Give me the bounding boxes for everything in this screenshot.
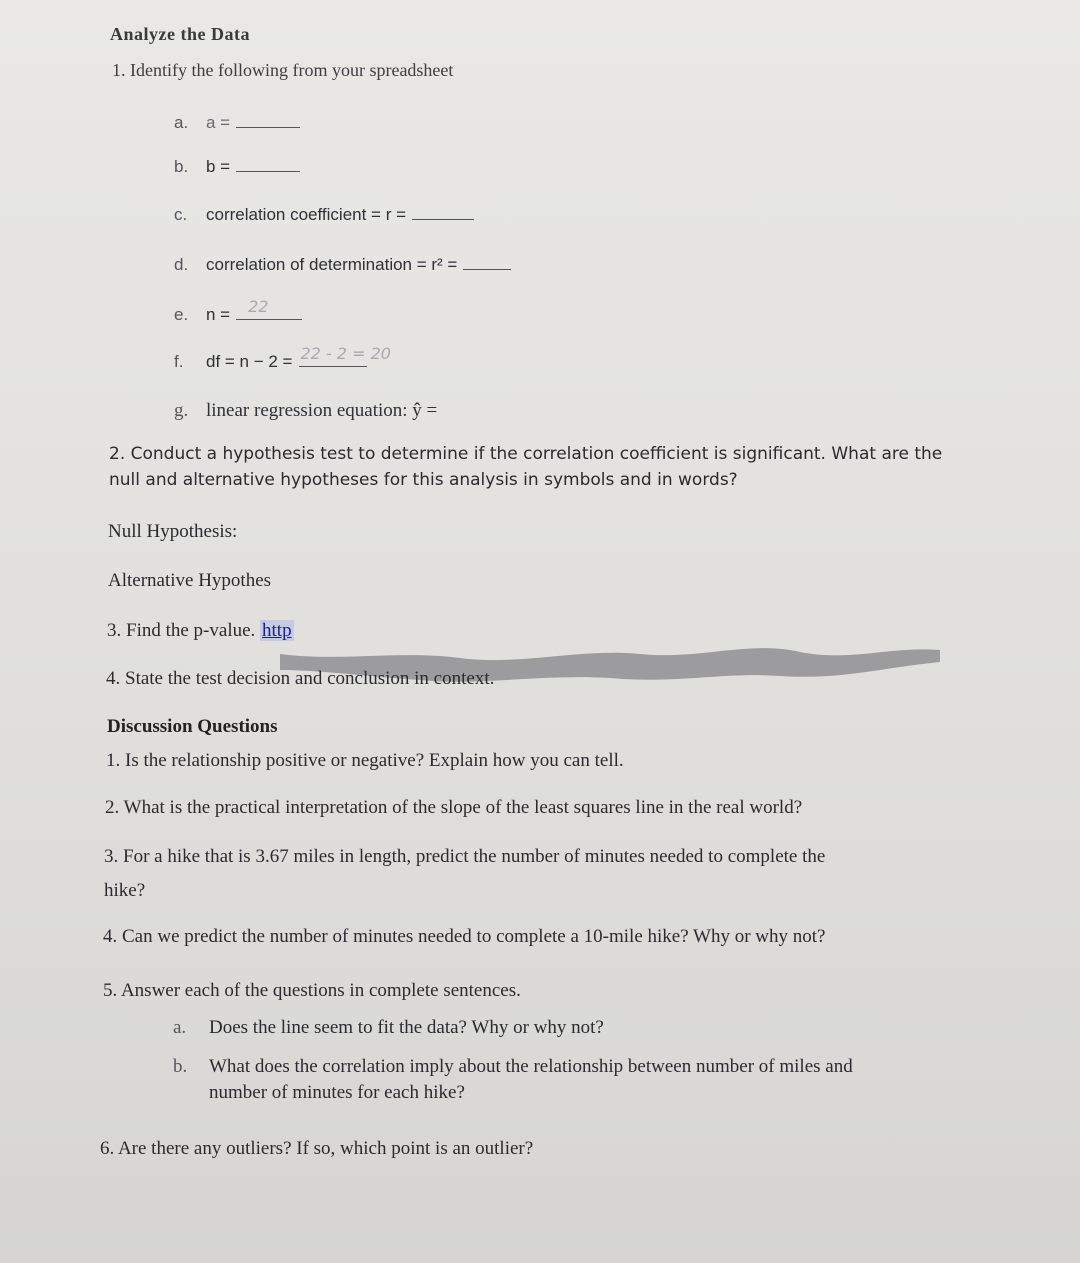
item-c [174, 205, 474, 225]
handwritten-answer: 22 - 2 = 20 [300, 344, 391, 363]
alternative-hypothesis-label: Alternative Hypothes [108, 570, 272, 591]
question-1: 1. Identify the following from your spreadsheet [112, 60, 454, 80]
answer-blank[interactable] [463, 255, 511, 270]
item-letter: a. [173, 1017, 187, 1038]
answer-blank[interactable] [299, 344, 391, 367]
handwritten-answer: 22 [248, 297, 269, 316]
item-letter: c. [174, 205, 188, 224]
item-label: df = n − 2 = [206, 352, 293, 371]
p-value-link[interactable]: http [262, 620, 292, 641]
item-g [174, 400, 437, 422]
question-2-line-1: 2. Conduct a hypothesis test to determine if the correlation coefficient is significant. What are the [109, 444, 943, 464]
answer-blank[interactable] [236, 157, 300, 172]
discussion-question-2: 2. What is the practical interpretation of the slope of the least squares line in the real world? [105, 797, 803, 818]
item-e [174, 297, 302, 325]
item-label: correlation of determination = r² = [206, 255, 458, 274]
discussion-question-5b [173, 1056, 853, 1078]
question-3-text: 3. Find the p-value. [107, 620, 256, 641]
item-letter: b. [174, 157, 189, 176]
answer-blank[interactable] [236, 297, 302, 320]
item-label: b = [206, 157, 231, 176]
question-4: 4. State the test decision and conclusion in context. [106, 668, 495, 689]
discussion-question-3-line-1: 3. For a hike that is 3.67 miles in length, predict the number of minutes needed to complete the [104, 846, 826, 867]
discussion-question-3-line-2: hike? [104, 880, 146, 901]
item-b [174, 157, 300, 177]
discussion-question-5b-line-2: number of minutes for each hike? [209, 1082, 465, 1103]
answer-blank[interactable] [412, 205, 474, 220]
question-5b-text: What does the correlation imply about the relationship between number of miles and [209, 1056, 853, 1077]
item-a [174, 113, 300, 133]
discussion-question-6: 6. Are there any outliers? If so, which point is an outlier? [100, 1138, 534, 1159]
discussion-question-5a [173, 1017, 604, 1039]
item-letter: b. [173, 1056, 188, 1077]
item-letter: g. [174, 400, 189, 421]
item-label: n = [206, 305, 231, 324]
section-title: Analyze the Data [110, 24, 250, 44]
discussion-question-5: 5. Answer each of the questions in complete sentences. [103, 980, 521, 1001]
item-label: correlation coefficient = r = [206, 205, 407, 224]
item-letter: e. [174, 305, 189, 324]
discussion-question-1: 1. Is the relationship positive or negative? Explain how you can tell. [106, 750, 624, 771]
item-letter: f. [174, 352, 184, 371]
null-hypothesis-label: Null Hypothesis: [108, 521, 238, 542]
item-letter: a. [174, 113, 189, 132]
item-label: linear regression equation: ŷ = [206, 400, 438, 421]
question-2-line-2: null and alternative hypotheses for this analysis in symbols and in words? [109, 470, 738, 490]
item-letter: d. [174, 255, 189, 274]
item-f [174, 344, 391, 372]
discussion-question-4: 4. Can we predict the number of minutes needed to complete a 10-mile hike? Why or why not? [103, 926, 826, 947]
item-label: a = [206, 113, 231, 132]
answer-blank[interactable] [236, 113, 300, 128]
discussion-title: Discussion Questions [107, 716, 278, 737]
question-3 [107, 620, 294, 642]
item-d [174, 255, 511, 275]
question-5a-text: Does the line seem to fit the data? Why or why not? [209, 1017, 604, 1038]
